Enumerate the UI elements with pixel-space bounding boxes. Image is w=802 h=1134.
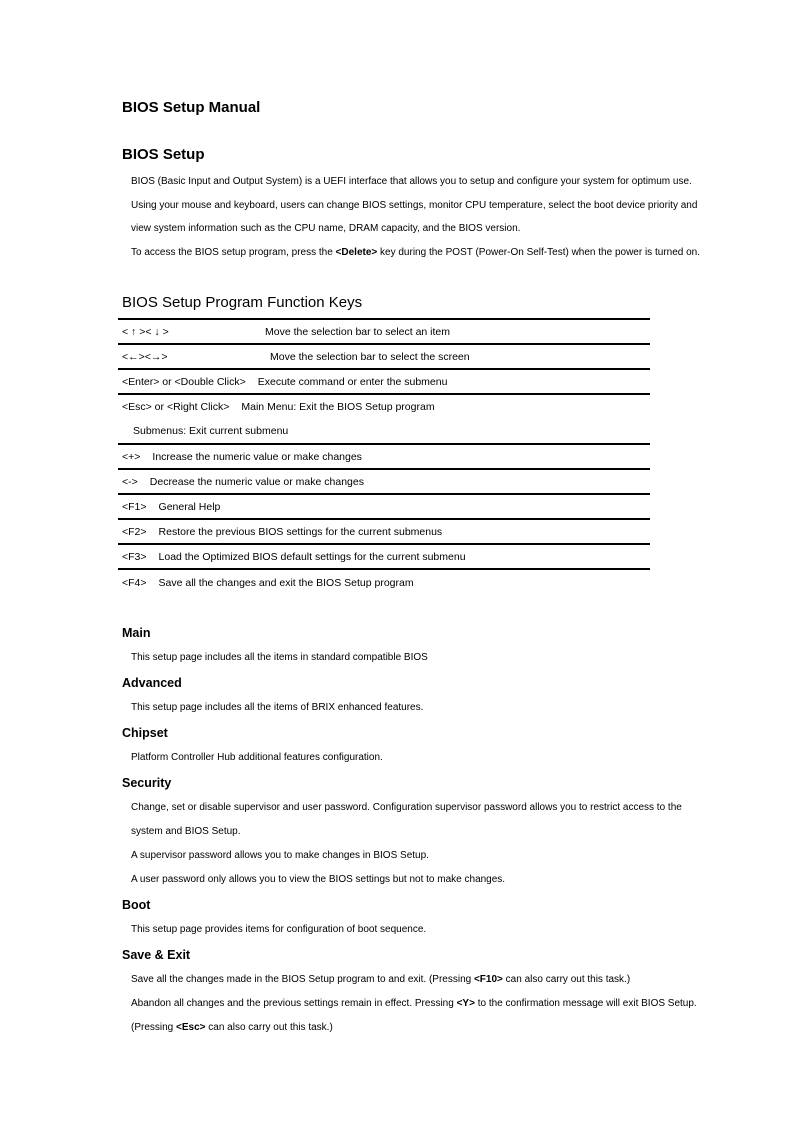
row-desc: Move the selection bar to select an item [265,325,451,338]
section-line: This setup page includes all the items in standard compatible BIOS [131,652,428,663]
bios-setup-intro [131,170,700,265]
key-delete: <Delete> [335,247,378,259]
intro-line: To access the BIOS setup program, press the <Delete> key during the POST (Power-On Self-Test) when the power is turned on. [131,247,700,259]
document-title: BIOS Setup Manual [122,99,261,116]
row-desc: Save all the changes and exit the BIOS Setup program [158,576,414,589]
function-keys-table [118,318,650,595]
row-keys: <+> [122,450,141,463]
menu-sections [122,620,697,1040]
row-desc: Restore the previous BIOS settings for the current submenus [158,525,443,538]
row-desc: General Help [158,500,221,513]
row-keys: <Enter> or <Double Click> [122,375,246,388]
table-row [118,520,650,545]
table-row [118,495,650,520]
row-keys: <F3> [122,550,147,563]
section-line: system and BIOS Setup. [131,826,241,837]
section-line: Platform Controller Hub additional features configuration. [131,752,383,763]
heading-function-keys: BIOS Setup Program Function Keys [122,294,363,311]
row-keys: < ↑ >< ↓ > [122,325,169,338]
intro-line: BIOS (Basic Input and Output System) is a UEFI interface that allows you to setup and configure your system for optimum use. [131,176,692,187]
table-row [118,320,650,345]
section-line: Save all the changes made in the BIOS Setup program to and exit. (Pressing <F10> can also carry out this task.) [131,974,631,985]
intro-line: view system information such as the CPU name, DRAM capacity, and the BIOS version. [131,223,521,235]
key-esc: <Esc> [176,1022,206,1033]
section-heading-advanced: Advanced [122,676,182,690]
row-desc: Main Menu: Exit the BIOS Setup program [241,401,435,413]
row-keys: <F2> [122,525,147,538]
section-heading-boot: Boot [122,898,151,912]
row-desc: Move the selection bar to select the screen [270,350,470,363]
section-line: This setup page includes all the items of BRIX enhanced features. [131,702,424,713]
table-row [118,395,650,445]
section-heading-main: Main [122,626,151,640]
key-f10: <F10> [473,974,503,985]
row-line [122,419,650,443]
row-keys: <F1> [122,500,147,513]
section-line: A supervisor password allows you to make changes in BIOS Setup. [131,850,429,861]
section-line: A user password only allows you to view the BIOS settings but not to make changes. [131,874,506,885]
row-desc: Execute command or enter the submenu [257,375,448,388]
section-line: Change, set or disable supervisor and user password. Configuration supervisor password allows you to restrict access to the [131,802,682,813]
section-heading-chipset: Chipset [122,726,168,740]
row-keys: <←><→> [122,350,168,363]
row-desc: Increase the numeric value or make changes [152,450,362,463]
intro-line: Using your mouse and keyboard, users can change BIOS settings, monitor CPU temperature, select the boot device priority and [131,199,698,211]
section-line: (Pressing <Esc> can also carry out this task.) [131,1022,333,1033]
section-line: Abandon all changes and the previous settings remain in effect. Pressing <Y> to the confirmation message will exit BIOS Setup. [131,998,697,1009]
section-heading-security: Security [122,776,172,790]
table-row [118,345,650,370]
row-desc: Decrease the numeric value or make changes [149,475,364,488]
table-row [118,545,650,570]
row-desc: Load the Optimized BIOS default settings for the current submenu [158,550,466,563]
row-keys: <F4> [122,576,147,589]
row-line [122,395,650,419]
row-keys: <Esc> or <Right Click> [122,401,230,413]
heading-bios-setup: BIOS Setup [122,146,205,163]
key-y: <Y> [456,998,475,1009]
table-row [118,370,650,395]
row-desc2: Submenus: Exit current submenu [133,425,289,437]
section-line: This setup page provides items for configuration of boot sequence. [131,924,427,935]
table-row [118,470,650,495]
row-keys: <-> [122,475,138,488]
section-heading-save-exit: Save & Exit [122,948,191,962]
table-row [118,445,650,470]
table-row [118,570,650,595]
